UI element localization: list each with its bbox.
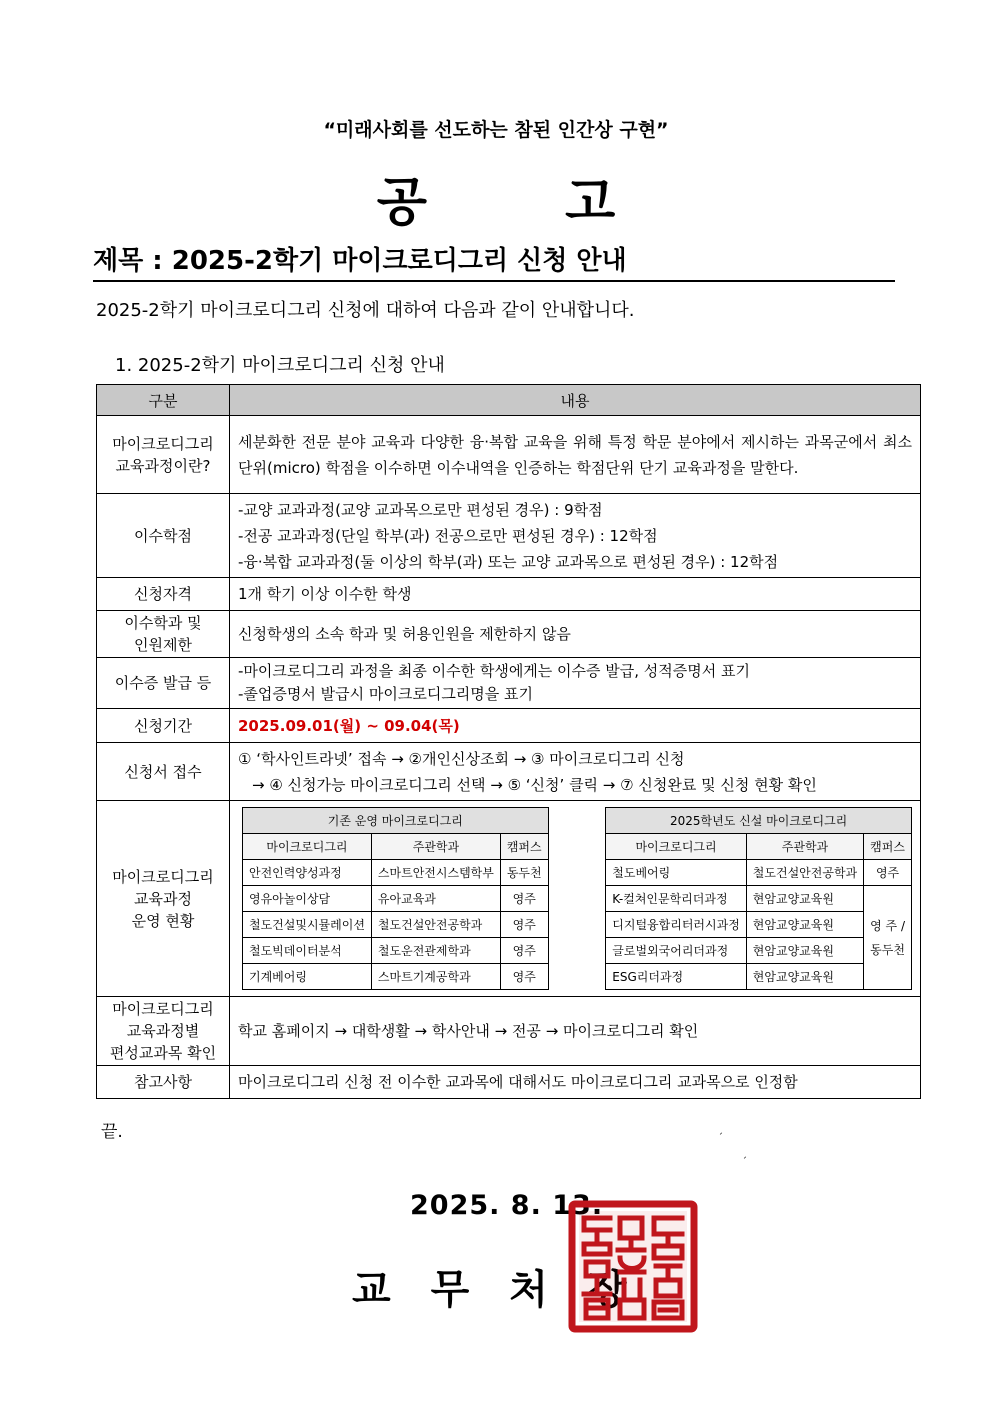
new-col-campus: 캠퍼스	[864, 834, 912, 860]
header-category: 구분	[97, 385, 230, 416]
content-credits	[230, 494, 921, 578]
credits-line-1: -교양 교과과정(교양 교과목으로만 편성된 경우) : 9학점	[238, 500, 603, 519]
official-seal-icon	[568, 1200, 698, 1333]
label-status-line-1: 마이크로디그리	[112, 867, 214, 886]
existing-col-name: 마이크로디그리	[243, 834, 372, 860]
new-dept: 현암교양교육원	[746, 886, 863, 912]
new-col-dept: 주관학과	[746, 834, 863, 860]
label-status-line-2: 교육과정	[134, 889, 192, 908]
credits-line-3: -융·복합 교과과정(둘 이상의 학부(과) 또는 교양 교과목으로 편성된 경우) : 12학점	[238, 552, 779, 571]
existing-name: 영유아놀이상담	[243, 886, 372, 912]
row-notes	[97, 1066, 921, 1099]
label-status-line-3: 운영 현황	[131, 911, 195, 930]
label-curriculum-line-1: 마이크로디그리	[112, 1000, 214, 1018]
existing-title: 기존 운영 마이크로디그리	[243, 808, 549, 834]
new-dept: 철도건설안전공학과	[746, 860, 863, 886]
existing-name: 철도빅데이터분석	[243, 938, 372, 964]
new-col-name: 마이크로디그리	[606, 834, 747, 860]
new-name: 디지털융합리터러시과정	[606, 912, 747, 938]
subject-heading: 제목 : 2025-2학기 마이크로디그리 신청 안내	[93, 240, 895, 282]
issuing-office: 교무처장	[352, 1267, 667, 1313]
existing-campus: 영주	[500, 886, 548, 912]
label-limits	[97, 611, 230, 658]
content-notes: 마이크로디그리 신청 전 이수한 교과목에 대해서도 마이크로디그리 교과목으로 인정함	[230, 1066, 921, 1099]
existing-campus: 영주	[500, 912, 548, 938]
label-curriculum	[97, 997, 230, 1066]
motto: “미래사회를 선도하는 참된 인간상 구현”	[323, 119, 669, 141]
new-name: 철도베어링	[606, 860, 747, 886]
new-dept: 현암교양교육원	[746, 964, 863, 990]
table-row	[243, 964, 549, 990]
new-dept: 현암교양교육원	[746, 912, 863, 938]
application-period: 2025.09.01(월) ~ 09.04(목)	[238, 716, 460, 735]
existing-dept: 스마트안전시스템학부	[371, 860, 500, 886]
label-curriculum-line-3: 편성교과목 확인	[109, 1044, 217, 1062]
content-definition: 세분화한 전문 분야 교육과 다양한 융·복합 교육을 위해 특정 학문 분야에서 제시하는 과목군에서 최소단위(micro) 학점을 이수하면 이수내역을 인증하는 학점단위 단기 교육과정을 말한다.	[230, 416, 921, 494]
existing-campus: 영주	[500, 964, 548, 990]
table-row	[606, 860, 912, 886]
row-credits	[97, 494, 921, 578]
new-campus-merged	[864, 886, 912, 990]
new-campus: 영주	[864, 860, 912, 886]
existing-name: 기계베어링	[243, 964, 372, 990]
row-application	[97, 743, 921, 801]
content-limits: 신청학생의 소속 학과 및 허용인원을 제한하지 않음	[230, 611, 921, 658]
row-status	[97, 801, 921, 997]
label-eligibility: 신청자격	[97, 578, 230, 611]
label-application: 신청서 접수	[97, 743, 230, 801]
row-eligibility	[97, 578, 921, 611]
label-status	[97, 801, 230, 997]
table-row	[243, 886, 549, 912]
info-table	[96, 384, 921, 1099]
credits-line-2: -전공 교과과정(단일 학부(과) 전공으로만 편성된 경우) : 12학점	[238, 526, 658, 545]
table-row	[606, 886, 912, 912]
content-eligibility: 1개 학기 이상 이수한 학생	[230, 578, 921, 611]
row-limits	[97, 611, 921, 658]
row-curriculum	[97, 997, 921, 1066]
application-line-2: → ④ 신청가능 마이크로디그리 선택 → ⑤ ‘신청’ 클릭 → ⑦ 신청완료 및 신청 현황 확인	[252, 775, 817, 794]
content-certificate	[230, 658, 921, 709]
merged-campus-line-2: 동두천	[870, 942, 905, 957]
certificate-line-1: -마이크로디그리 과정을 최종 이수한 학생에게는 이수증 발급, 성적증명서 표기	[238, 662, 751, 680]
existing-name: 안전인력양성과정	[243, 860, 372, 886]
new-name: 글로벌외국어리더과정	[606, 938, 747, 964]
intro-text: 2025-2학기 마이크로디그리 신청에 대하여 다음과 같이 안내합니다.	[96, 300, 635, 321]
table-row	[243, 938, 549, 964]
content-period	[230, 709, 921, 743]
row-definition	[97, 416, 921, 494]
existing-dept: 철도건설안전공학과	[371, 912, 500, 938]
existing-dept: 철도운전관제학과	[371, 938, 500, 964]
label-period: 신청기간	[97, 709, 230, 743]
existing-campus: 영주	[500, 938, 548, 964]
label-limits-line-1: 이수학과 및	[124, 614, 202, 632]
row-period	[97, 709, 921, 743]
status-tables	[230, 801, 920, 996]
existing-dept: 스마트기계공학과	[371, 964, 500, 990]
existing-dept: 유아교육과	[371, 886, 500, 912]
row-certificate	[97, 658, 921, 709]
tick-mark: ˏ	[718, 1124, 723, 1135]
new-table	[605, 807, 912, 990]
label-credits: 이수학점	[97, 494, 230, 578]
issue-date: 2025. 8. 13.	[410, 1190, 604, 1221]
existing-table	[242, 807, 549, 990]
label-certificate: 이수증 발급 등	[97, 658, 230, 709]
tick-mark: ˏ	[742, 1148, 747, 1159]
new-title: 2025학년도 신설 마이크로디그리	[606, 808, 912, 834]
label-limits-line-2: 인원제한	[134, 636, 192, 654]
label-definition	[97, 416, 230, 494]
section-title: 1. 2025-2학기 마이크로디그리 신청 안내	[115, 355, 445, 376]
new-name: K-컬쳐인문학리더과정	[606, 886, 747, 912]
merged-campus-line-1: 영 주 /	[870, 918, 905, 933]
end-mark: 끝.	[101, 1122, 123, 1142]
table-row	[243, 860, 549, 886]
table-row	[243, 912, 549, 938]
label-notes: 참고사항	[97, 1066, 230, 1099]
content-status	[230, 801, 921, 997]
header-content: 내용	[230, 385, 921, 416]
new-name: ESG리더과정	[606, 964, 747, 990]
content-curriculum: 학교 홈페이지 → 대학생활 → 학사안내 → 전공 → 마이크로디그리 확인	[230, 997, 921, 1066]
existing-col-dept: 주관학과	[371, 834, 500, 860]
content-application	[230, 743, 921, 801]
existing-name: 철도건설및시뮬레이션	[243, 912, 372, 938]
label-definition-text: 마이크로디그리 교육과정이란?	[112, 434, 214, 475]
certificate-line-2: -졸업증명서 발급시 마이크로디그리명을 표기	[238, 685, 534, 703]
new-dept: 현암교양교육원	[746, 938, 863, 964]
notice-title: 공 고	[376, 173, 676, 233]
label-curriculum-line-2: 교육과정별	[126, 1022, 200, 1040]
application-line-1: ① ‘학사인트라넷’ 접속 → ②개인신상조회 → ③ 마이크로디그리 신청	[238, 749, 685, 768]
table-header-row	[97, 385, 921, 416]
existing-col-campus: 캠퍼스	[500, 834, 548, 860]
existing-campus: 동두천	[500, 860, 548, 886]
